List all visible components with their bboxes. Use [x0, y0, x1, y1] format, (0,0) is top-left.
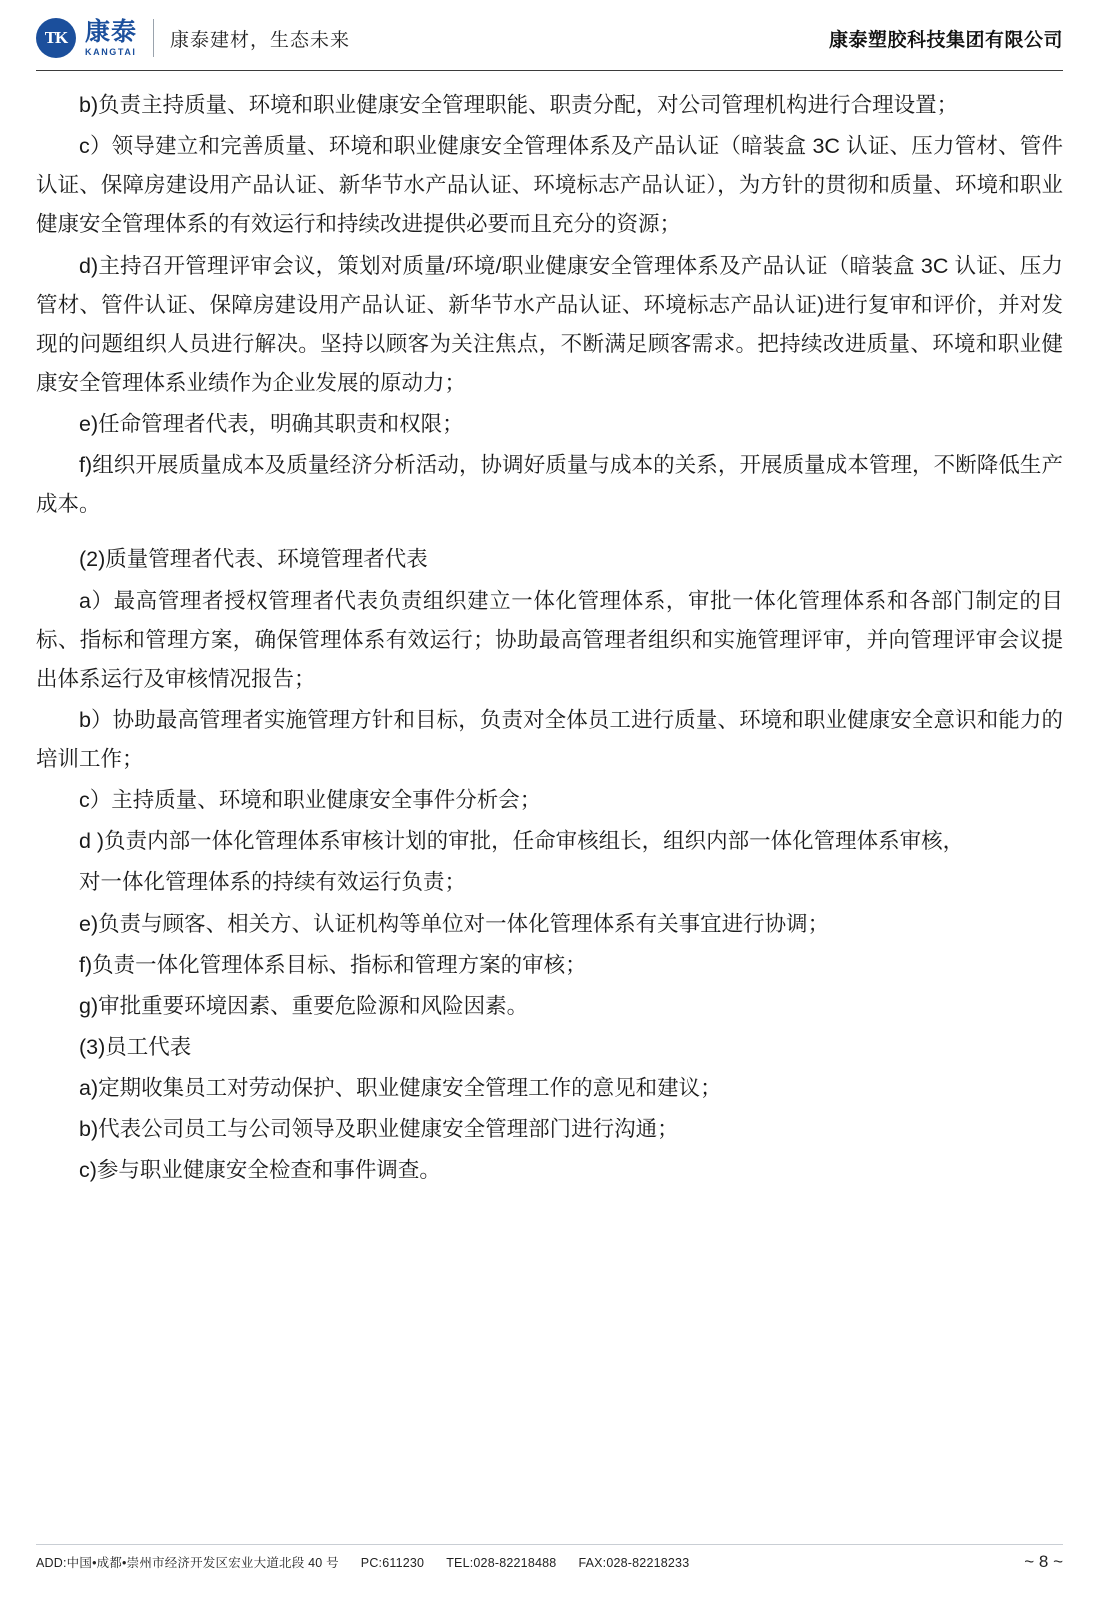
header-slogan: 康泰建材，生态未来: [170, 29, 351, 51]
header-content: [36, 14, 1063, 62]
paragraph-2a: a）最高管理者授权管理者代表负责组织建立一体化管理体系，审批一体化管理体系和各部门制定的目标、指标和管理方案，确保管理体系有效运行；协助最高管理者组织和实施管理评审，并向管理评审会议提出体系运行及审核情况报告；: [36, 588, 1063, 691]
brand-logo: [36, 18, 137, 58]
logo-text: [85, 17, 138, 57]
footer-rule: [36, 1544, 1063, 1545]
paragraph-2d-continued: 对一体化管理体系的持续有效运行负责；: [79, 870, 467, 895]
kangtai-logo-icon: TK: [36, 18, 76, 58]
paragraph-2c: c）主持质量、环境和职业健康安全事件分析会；: [79, 788, 542, 813]
paragraph-2b: b）协助最高管理者实施管理方针和目标，负责对全体员工进行质量、环境和职业健康安全意识和能力的培训工作；: [36, 707, 1063, 771]
footer-content: [36, 1552, 1063, 1572]
page-number: ~ 8 ~: [1024, 1552, 1063, 1571]
footer-tel: TEL:028-82218488: [446, 1556, 557, 1570]
header-company-name: 康泰塑胶科技集团有限公司: [828, 29, 1063, 51]
paragraph-3a: a)定期收集员工对劳动保护、职业健康安全管理工作的意见和建议；: [79, 1076, 722, 1100]
header-divider: [153, 19, 154, 57]
paragraph-3b: b)代表公司员工与公司领导及职业健康安全管理部门进行沟通；: [79, 1117, 679, 1142]
paragraph-3c: c)参与职业健康安全检查和事件调查。: [79, 1158, 441, 1183]
paragraph-d: d)主持召开管理评审会议，策划对质量/环境/职业健康安全管理体系及产品认证（暗装盒 3C 认证、压力管材、管件认证、保障房建设用产品认证、新华节水产品认证、环境标志产品认证)进行复审和评价，并对发现的问题组织人员进行解决。坚持以顾客为关注焦点，不断满足顾客需求。把持续改进质量、环境和职业健康安全管理体系业绩作为企业发展的原动力；: [36, 253, 1063, 395]
section-3-heading: (3)员工代表: [79, 1034, 192, 1059]
logo-chinese-name: 康泰: [85, 17, 138, 46]
footer-address: ADD:中国•成都•崇州市经济开发区宏业大道北段 40 号: [36, 1556, 339, 1570]
page-footer: [36, 1544, 1063, 1574]
paragraph-2e: e)负责与顾客、相关方、认证机构等单位对一体化管理体系有关事宜进行协调；: [79, 911, 830, 936]
document-body: [36, 86, 1063, 1192]
section-2-heading: (2)质量管理者代表、环境管理者代表: [79, 547, 428, 572]
footer-postcode: PC:611230: [360, 1556, 425, 1570]
paragraph-e: e)任命管理者代表，明确其职责和权限；: [79, 412, 464, 436]
paragraph-c: c）领导建立和完善质量、环境和职业健康安全管理体系及产品认证（暗装盒 3C 认证、压力管材、管件认证、保障房建设用产品认证、新华节水产品认证、环境标志产品认证），为方针的贯彻和质量、环境和职业健康安全管理体系的有效运行和持续改进提供必要而且充分的资源；: [36, 134, 1063, 237]
paragraph-2d: d )负责内部一体化管理体系审核计划的审批，任命审核组长，组织内部一体化管理体系审核，: [79, 829, 965, 854]
paragraph-2g: g)审批重要环境因素、重要危险源和风险因素。: [79, 993, 529, 1018]
paragraph-f: f)组织开展质量成本及质量经济分析活动，协调好质量与成本的关系，开展质量成本管理，不断降低生产成本。: [36, 453, 1063, 517]
paragraph-2f: f)负责一体化管理体系目标、指标和管理方案的审核；: [79, 952, 587, 977]
paragraph-b: b)负责主持质量、环境和职业健康安全管理职能、职责分配，对公司管理机构进行合理设置；: [79, 93, 959, 117]
page-header: [0, 0, 1099, 74]
footer-contact: [36, 1553, 689, 1571]
footer-fax: FAX:028-82218233: [578, 1556, 690, 1570]
logo-english-name: KANGTAI: [85, 46, 137, 57]
header-rule: [36, 70, 1063, 71]
